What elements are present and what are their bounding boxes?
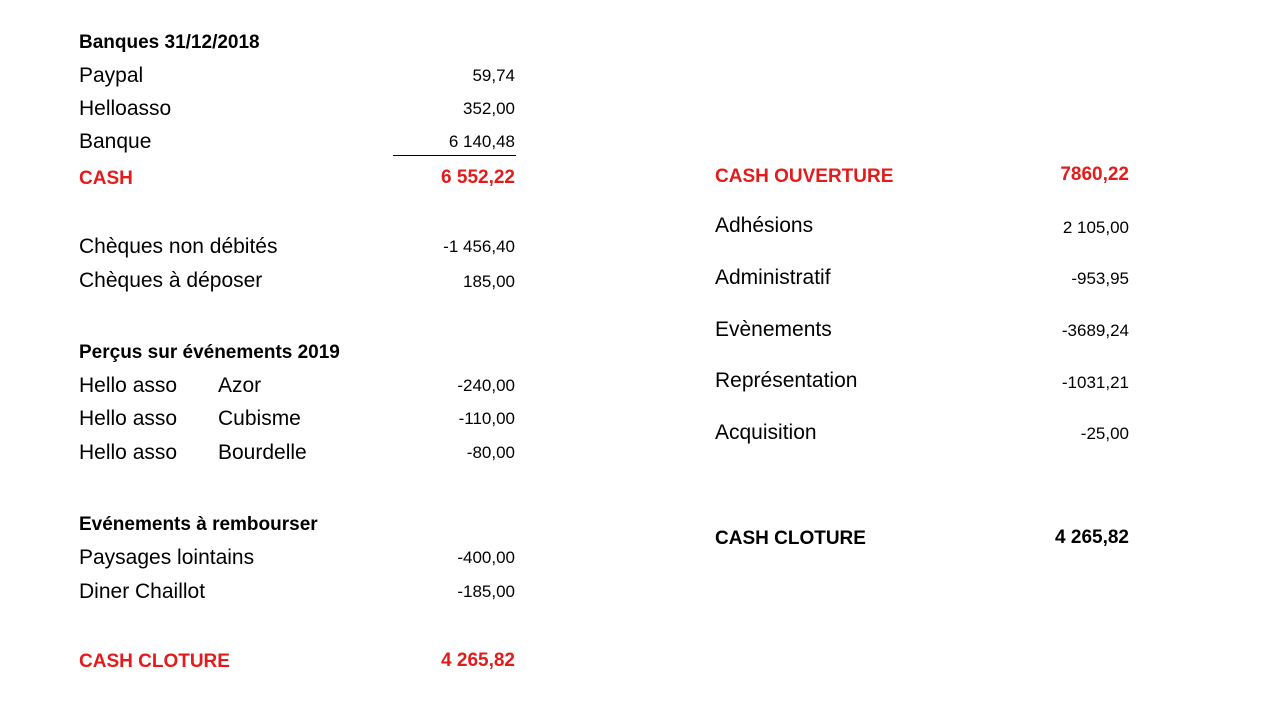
right-cloture-label: CASH CLOTURE <box>715 528 866 549</box>
right-value-representation: -1031,21 <box>1061 373 1129 392</box>
cheques-label-a-deposer: Chèques à déposer <box>79 269 263 292</box>
rembourser-label-paysages: Paysages lointains <box>79 546 255 569</box>
banques-value-helloasso: 352,00 <box>463 99 515 118</box>
banques-label-banque: Banque <box>79 130 152 153</box>
percus-event-azor: Azor <box>218 374 262 397</box>
right-label-evenements: Evènements <box>715 318 832 341</box>
rembourser-title: Evénements à rembourser <box>79 514 318 535</box>
rembourser-value-diner: -185,00 <box>457 582 515 601</box>
cheques-value-a-deposer: 185,00 <box>463 272 515 291</box>
cash-label: CASH <box>79 168 133 189</box>
percus-value-cubisme: -110,00 <box>458 409 515 428</box>
sum-underline <box>393 155 516 156</box>
ouverture-value: 7860,22 <box>1060 164 1129 185</box>
banques-label-paypal: Paypal <box>79 64 144 87</box>
percus-source-2: Hello asso <box>79 407 178 430</box>
ouverture-label: CASH OUVERTURE <box>715 166 894 187</box>
banques-title: Banques 31/12/2018 <box>79 32 260 53</box>
banques-value-banque: 6 140,48 <box>448 132 515 151</box>
percus-event-bourdelle: Bourdelle <box>218 441 307 464</box>
cheques-value-non-debites: -1 456,40 <box>443 237 515 256</box>
right-label-representation: Représentation <box>715 369 858 392</box>
cheques-label-non-debites: Chèques non débités <box>79 235 278 258</box>
rembourser-value-paysages: -400,00 <box>457 548 515 567</box>
percus-title: Perçus sur événements 2019 <box>79 342 340 363</box>
banques-value-paypal: 59,74 <box>472 66 515 85</box>
right-label-acquisition: Acquisition <box>715 421 817 444</box>
left-cloture-label: CASH CLOTURE <box>79 651 230 672</box>
percus-source-3: Hello asso <box>79 441 178 464</box>
cash-value: 6 552,22 <box>441 167 515 188</box>
right-value-administratif: -953,95 <box>1071 269 1129 288</box>
right-cloture-value: 4 265,82 <box>1055 527 1129 548</box>
left-cloture-value: 4 265,82 <box>441 650 515 671</box>
right-value-adhesions: 2 105,00 <box>1062 218 1129 237</box>
right-label-adhesions: Adhésions <box>715 214 814 237</box>
right-label-administratif: Administratif <box>715 266 831 289</box>
banques-label-helloasso: Helloasso <box>79 97 172 120</box>
right-value-evenements: -3689,24 <box>1061 321 1129 340</box>
rembourser-label-diner: Diner Chaillot <box>79 580 206 603</box>
percus-source-1: Hello asso <box>79 374 178 397</box>
percus-value-azor: -240,00 <box>457 376 515 395</box>
percus-event-cubisme: Cubisme <box>218 407 301 430</box>
right-value-acquisition: -25,00 <box>1080 424 1129 443</box>
percus-value-bourdelle: -80,00 <box>466 443 515 462</box>
